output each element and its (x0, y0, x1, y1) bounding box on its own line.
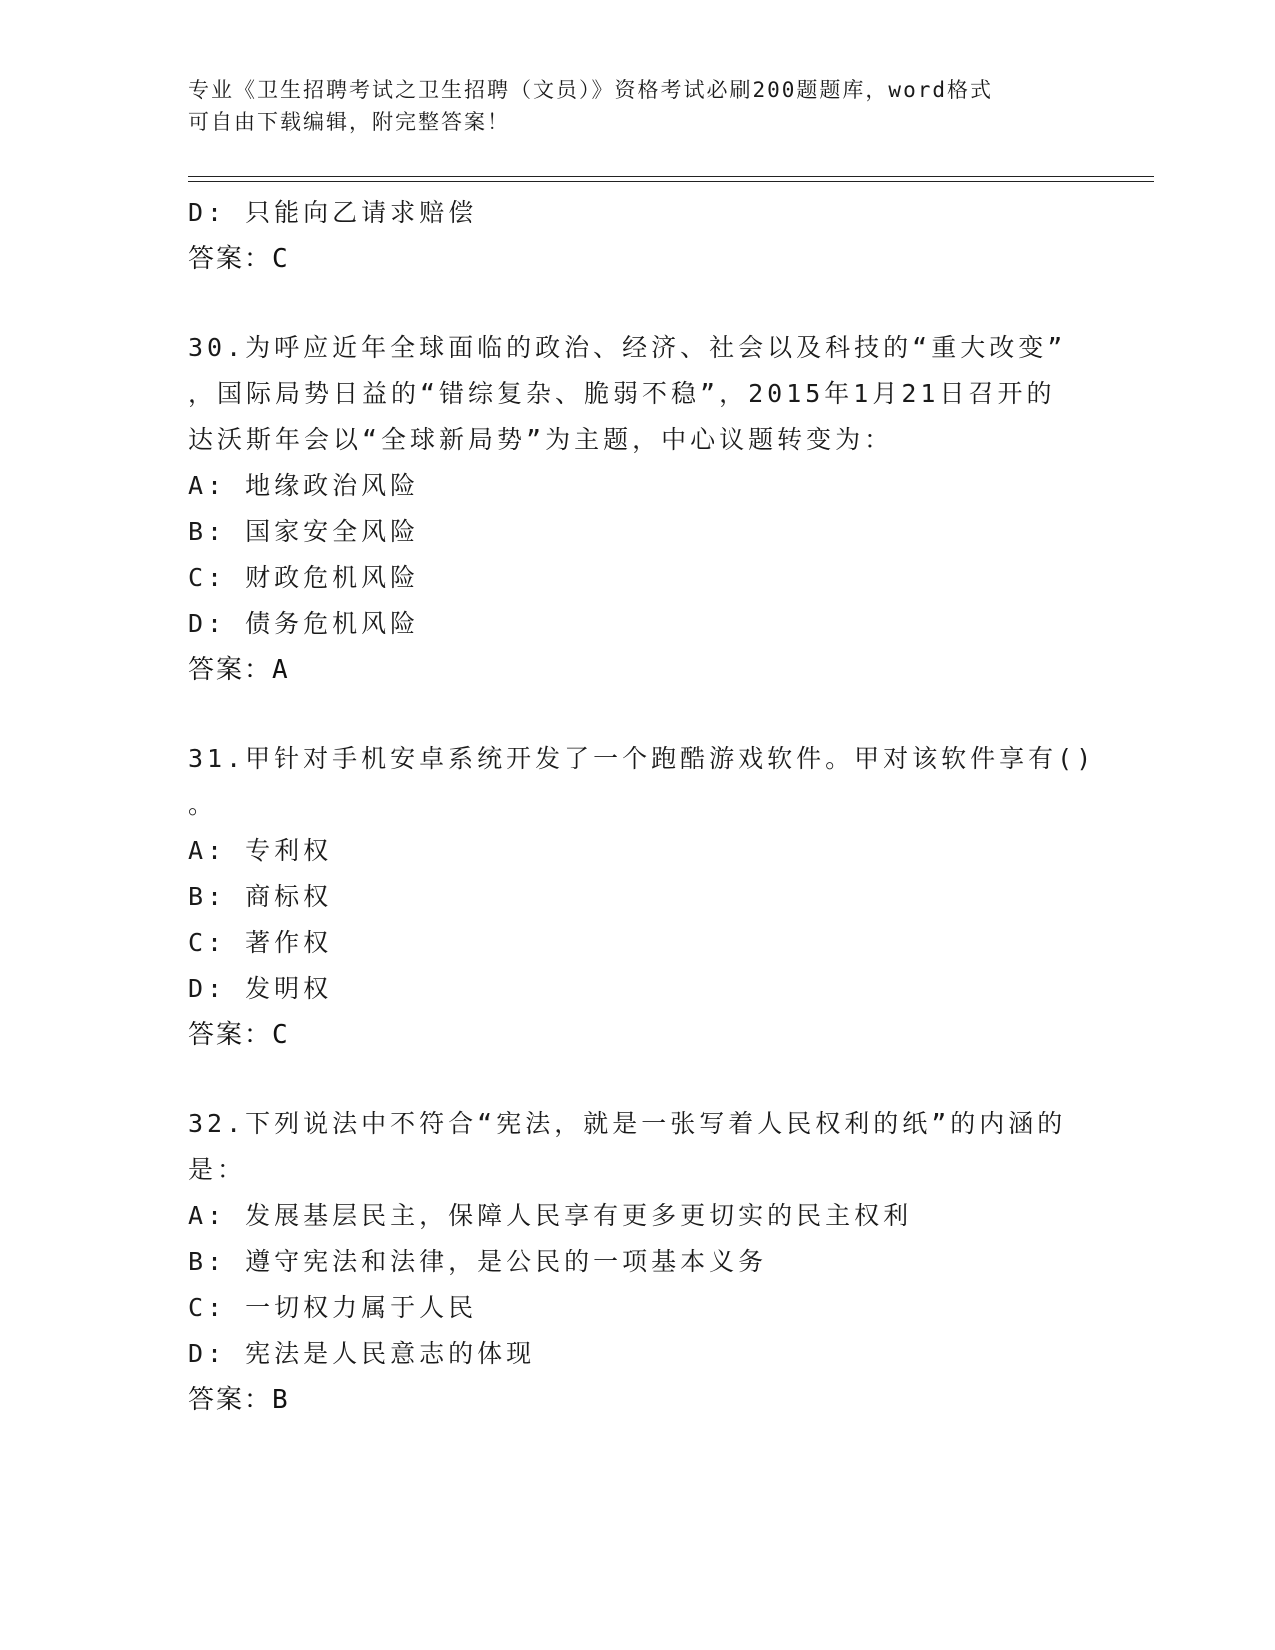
option-d: D: 只能向乙请求赔偿 (188, 198, 478, 227)
answer-line (188, 1377, 1108, 1423)
answer-value: B (272, 1385, 290, 1415)
option-d: D: 发明权 (188, 974, 333, 1003)
option-b: B: 遵守宪法和法律，是公民的一项基本义务 (188, 1247, 768, 1276)
question-stem-line: 30.为呼应近年全球面临的政治、经济、社会以及科技的“重大改变” (188, 333, 1067, 362)
question-stem-line: 31.甲针对手机安卓系统开发了一个跑酷游戏软件。甲对该软件享有() (188, 744, 1096, 773)
question-stem-line: 32.下列说法中不符合“宪法，就是一张写着人民权利的纸”的内涵的 (188, 1109, 1067, 1138)
header-title-line-1: 专业《卫生招聘考试之卫生招聘（文员）》资格考试必刷200题题库，word格式 (188, 78, 993, 102)
header-divider-bottom (188, 181, 1154, 182)
option-b: B: 商标权 (188, 882, 333, 911)
answer-line (188, 1012, 1108, 1058)
question-30 (188, 325, 1108, 693)
question-32 (188, 1101, 1108, 1423)
answer-label: 答案： (188, 655, 273, 685)
question-list (188, 190, 1108, 1423)
option-a: A: 地缘政治风险 (188, 471, 420, 500)
question-stem-line: 达沃斯年会以“全球新局势”为主题，中心议题转变为： (188, 425, 894, 454)
header-divider-top (188, 176, 1154, 177)
document-header (188, 74, 1088, 138)
answer-label: 答案： (188, 244, 273, 274)
option-c: C: 著作权 (188, 928, 333, 957)
answer-label: 答案： (188, 1385, 273, 1415)
question-stem-line: 。 (188, 790, 218, 819)
question-gap (188, 282, 1108, 325)
option-d: D: 债务危机风险 (188, 609, 420, 638)
option-c: C: 财政危机风险 (188, 563, 420, 592)
question-gap (188, 693, 1108, 736)
answer-label: 答案： (188, 1020, 273, 1050)
answer-value: C (272, 244, 290, 274)
option-c: C: 一切权力属于人民 (188, 1293, 478, 1322)
option-d: D: 宪法是人民意志的体现 (188, 1339, 536, 1368)
question-gap (188, 1058, 1108, 1101)
answer-value: A (272, 655, 290, 685)
option-b: B: 国家安全风险 (188, 517, 420, 546)
question-stem-line: 是： (188, 1155, 247, 1184)
question-31 (188, 736, 1108, 1058)
answer-value: C (272, 1020, 290, 1050)
option-a: A: 专利权 (188, 836, 333, 865)
answer-line (188, 236, 1108, 282)
answer-line (188, 647, 1108, 693)
question-stem-line: ，国际局势日益的“错综复杂、脆弱不稳”，2015年1月21日召开的 (188, 379, 1056, 408)
option-a: A: 发展基层民主，保障人民享有更多更切实的民主权利 (188, 1201, 913, 1230)
header-title-line-2: 可自由下载编辑，附完整答案！ (188, 110, 510, 134)
carry-over-block (188, 190, 1108, 282)
